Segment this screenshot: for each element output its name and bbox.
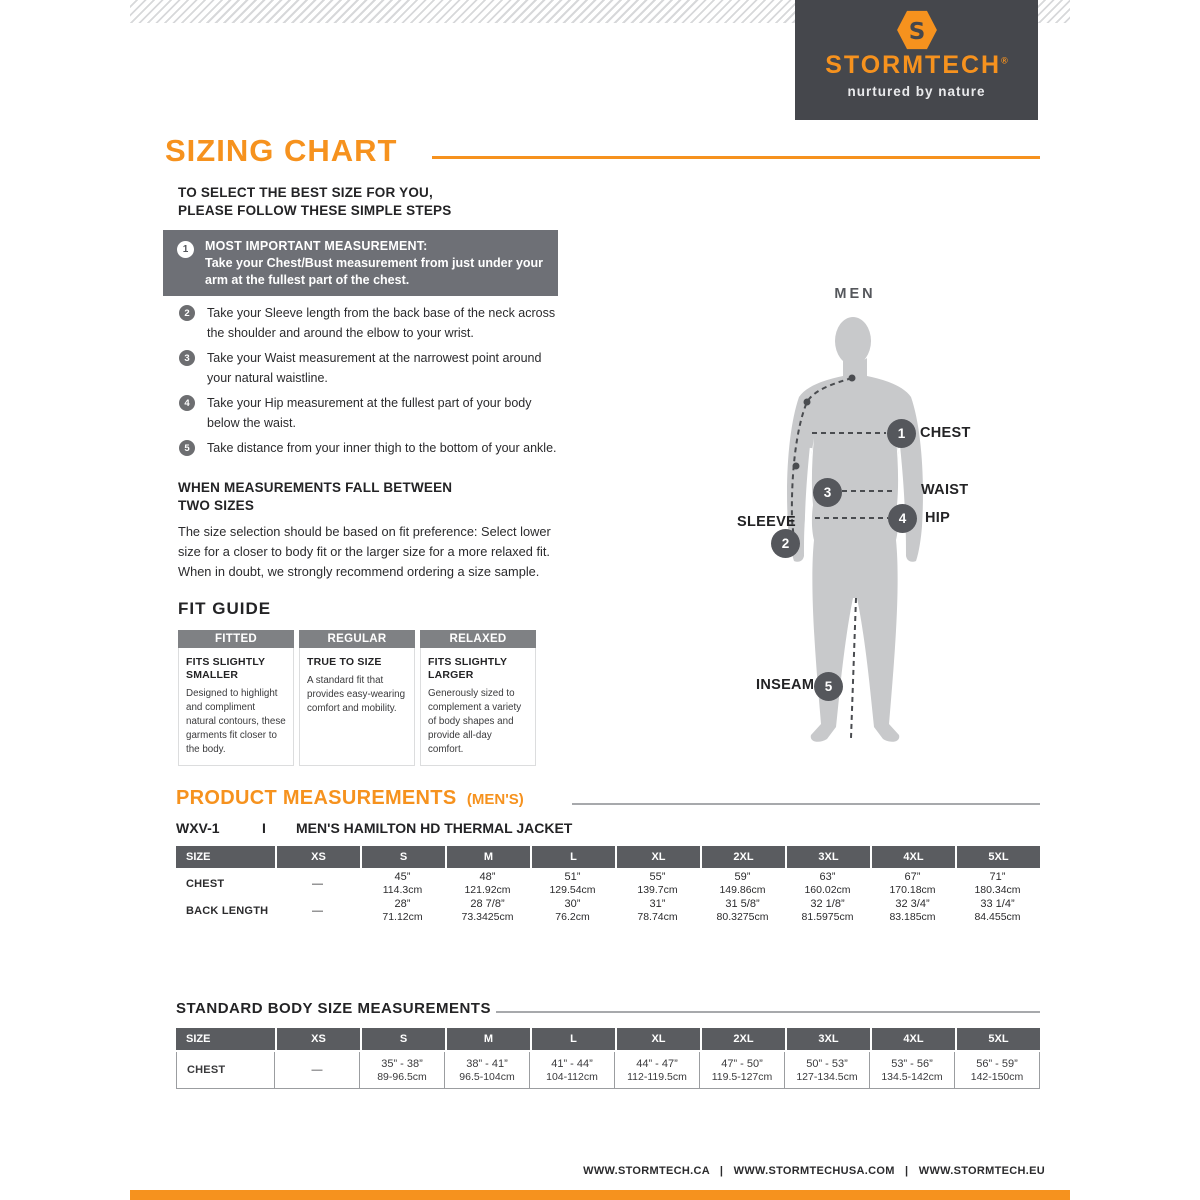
measurement-cell: 28 7/8” 73.3425cm: [461, 898, 514, 923]
step-1-highlight-box: [163, 230, 558, 296]
measurement-cell: 50” - 53” 127-134.5cm: [784, 1052, 869, 1088]
steps-list: [163, 303, 563, 483]
fit-guide-column: [420, 630, 536, 766]
step-item: [163, 348, 563, 388]
step-text: Take your Sleeve length from the back base of the neck across the shoulder and around the elbow to your wrist.: [207, 306, 556, 340]
intro-line-1: TO SELECT THE BEST SIZE FOR YOU,: [178, 185, 433, 200]
size-column-header: 2XL: [700, 846, 785, 868]
product-measurements-heading: PRODUCT MEASUREMENTS (MEN'S): [176, 787, 524, 809]
marker-hip: 4: [888, 504, 917, 533]
intro-line-2: PLEASE FOLLOW THESE SIMPLE STEPS: [178, 203, 452, 218]
table-row: [176, 897, 1040, 924]
male-body-silhouette: [700, 300, 1040, 770]
measurement-cell: 55” 139.7cm: [637, 871, 678, 896]
table-row: [176, 1052, 1040, 1089]
size-column-header: 4XL: [870, 1028, 955, 1050]
measurement-cell: 38” - 41” 96.5-104cm: [444, 1052, 529, 1088]
size-column-header: XS: [275, 846, 360, 868]
fit-guide-column-title: FITS SLIGHTLY SMALLER: [186, 656, 266, 681]
marker-chest: 1: [887, 419, 916, 448]
measurement-cell: 71” 180.34cm: [974, 871, 1021, 896]
size-column-header: S: [360, 846, 445, 868]
step-number-badge: 5: [179, 440, 195, 456]
measurement-cell: —: [312, 904, 323, 917]
marker-inseam: 5: [814, 672, 843, 701]
brand-name: STORMTECH®: [825, 51, 1008, 79]
fit-guide-column-text: Designed to highlight and compliment natural contours, these garments fit closer to the body.: [186, 688, 286, 755]
size-column-header: 5XL: [955, 846, 1040, 868]
measurement-cell: 67” 170.18cm: [889, 871, 936, 896]
step-1-text: Take your Chest/Bust measurement from just under your arm at the fullest part of the chest.: [205, 256, 544, 287]
footer-link-eu[interactable]: WWW.STORMTECH.EU: [918, 1165, 1045, 1177]
fit-guide-column-header: REGULAR: [299, 630, 415, 648]
measurement-cell: —: [312, 877, 323, 890]
step-item: [163, 393, 563, 433]
fit-guide-column: [299, 630, 415, 766]
body-size-heading: STANDARD BODY SIZE MEASUREMENTS: [176, 1000, 491, 1017]
size-column-header: XL: [615, 846, 700, 868]
fit-guide-column-header: RELAXED: [420, 630, 536, 648]
marker-waist: 3: [813, 478, 842, 507]
product-name: MEN'S HAMILTON HD THERMAL JACKET: [296, 820, 573, 836]
size-column-header: 4XL: [870, 846, 955, 868]
page-title: SIZING CHART: [165, 133, 398, 168]
label-hip: HIP: [925, 510, 951, 526]
row-label: CHEST: [187, 1064, 226, 1076]
measurement-cell: 56” - 59” 142-150cm: [954, 1052, 1039, 1088]
size-column-header: L: [530, 846, 615, 868]
stormtech-logo-box: [795, 0, 1038, 120]
measurement-cell: 28” 71.12cm: [382, 898, 423, 923]
svg-text:S: S: [908, 19, 925, 46]
fit-guide-column: [178, 630, 294, 766]
step-number-badge: 4: [179, 395, 195, 411]
row-label: BACK LENGTH: [186, 904, 269, 917]
size-column-header: S: [360, 1028, 445, 1050]
measurement-cell: 53” - 56” 134.5-142cm: [869, 1052, 954, 1088]
brand-tagline: nurtured by nature: [847, 84, 986, 99]
measurement-cell: 30” 76.2cm: [555, 898, 590, 923]
stormtech-logo-icon: [894, 10, 940, 50]
figure-gender-label: MEN: [834, 286, 876, 302]
measurement-cell: 32 3/4” 83.185cm: [889, 898, 936, 923]
registered-mark: ®: [1001, 55, 1008, 66]
measurement-cell: 35” - 38” 89-96.5cm: [359, 1052, 444, 1088]
measurement-cell: 41” - 44” 104-112cm: [529, 1052, 614, 1088]
size-column-header: XS: [275, 1028, 360, 1050]
product-measurements-rule: [572, 803, 1040, 805]
measurement-cell: 33 1/4” 84.455cm: [974, 898, 1021, 923]
step-1-title: MOST IMPORTANT MEASUREMENT:: [205, 239, 428, 253]
measurement-cell: 47” - 50” 119.5-127cm: [699, 1052, 784, 1088]
measurement-cell: 59” 149.86cm: [719, 871, 766, 896]
step-text: Take your Waist measurement at the narrowest point around your natural waistline.: [207, 351, 542, 385]
label-sleeve: SLEEVE: [737, 514, 797, 530]
size-column-header: 5XL: [955, 1028, 1040, 1050]
measurement-cell: 51” 129.54cm: [549, 871, 596, 896]
footer-link-ca[interactable]: WWW.STORMTECH.CA: [583, 1165, 710, 1177]
step-item: [163, 303, 563, 343]
bottom-accent-bar: [130, 1190, 1070, 1200]
between-sizes-section: [178, 479, 563, 582]
between-sizes-heading: WHEN MEASUREMENTS FALL BETWEEN TWO SIZES: [178, 480, 453, 513]
between-sizes-text: The size selection should be based on fit preference: Select lower size for a closer to body fit or the larger size for a more relaxed fit. When in doubt, we strongly recommend ordering a size sample.: [178, 524, 551, 579]
fit-guide-column-header: FITTED: [178, 630, 294, 648]
footer-link-usa[interactable]: WWW.STORMTECHUSA.COM: [733, 1165, 895, 1177]
measurement-cell: 32 1/8” 81.5975cm: [801, 898, 854, 923]
body-table-body: [176, 1052, 1040, 1089]
size-column-header: XL: [615, 1028, 700, 1050]
size-column-header: 2XL: [700, 1028, 785, 1050]
product-table-body: [176, 870, 1040, 924]
measurement-cell: 48” 121.92cm: [464, 871, 511, 896]
step-text: Take distance from your inner thigh to the bottom of your ankle.: [207, 441, 557, 455]
step-item: [163, 438, 563, 478]
product-measurements-table: [176, 846, 1040, 924]
fit-guide-table: [178, 630, 536, 766]
row-label: CHEST: [186, 877, 225, 890]
footer-links: [0, 1165, 1045, 1177]
body-size-rule: [496, 1011, 1040, 1013]
measurement-cell: 31 5/8” 80.3275cm: [716, 898, 769, 923]
step-number-badge: 3: [179, 350, 195, 366]
size-column-header: SIZE: [176, 846, 275, 868]
intro-heading: [178, 184, 451, 220]
fit-guide-column-title: FITS SLIGHTLY LARGER: [428, 656, 508, 681]
measurement-cell: 44” - 47” 112-119.5cm: [614, 1052, 699, 1088]
style-code: WXV-1: [176, 820, 220, 836]
footer-separator: |: [719, 1165, 724, 1177]
body-table-header-row: [176, 1028, 1040, 1052]
size-column-header: M: [445, 1028, 530, 1050]
size-column-header: SIZE: [176, 1028, 275, 1050]
footer-separator: |: [905, 1165, 909, 1177]
product-line: [176, 820, 572, 836]
size-column-header: M: [445, 846, 530, 868]
measurement-cell: 45” 114.3cm: [382, 871, 423, 896]
measurement-cell: 31” 78.74cm: [637, 898, 678, 923]
label-chest: CHEST: [920, 425, 971, 441]
marker-sleeve: 2: [771, 529, 800, 558]
body-size-table: [176, 1028, 1040, 1089]
measurement-cell: 63” 160.02cm: [804, 871, 851, 896]
label-inseam: INSEAM: [756, 677, 815, 693]
style-divider: I: [262, 820, 266, 836]
fit-guide-column-title: TRUE TO SIZE: [307, 656, 382, 668]
fit-guide-heading: FIT GUIDE: [178, 599, 272, 618]
step-number-badge: 2: [179, 305, 195, 321]
measurement-cell: —: [274, 1052, 359, 1088]
fit-guide-column-text: Generously sized to complement a variety of body shapes and provide all-day comfort.: [428, 688, 522, 755]
fit-guide-column-text: A standard fit that provides easy-wearing comfort and mobility.: [307, 675, 406, 714]
size-column-header: L: [530, 1028, 615, 1050]
step-1-number-badge: 1: [177, 241, 194, 258]
table-row: [176, 870, 1040, 897]
step-text: Take your Hip measurement at the fullest part of your body below the waist.: [207, 396, 532, 430]
title-rule: [432, 156, 1040, 159]
size-column-header: 3XL: [785, 846, 870, 868]
product-table-header-row: [176, 846, 1040, 870]
label-waist: WAIST: [921, 482, 969, 498]
size-column-header: 3XL: [785, 1028, 870, 1050]
